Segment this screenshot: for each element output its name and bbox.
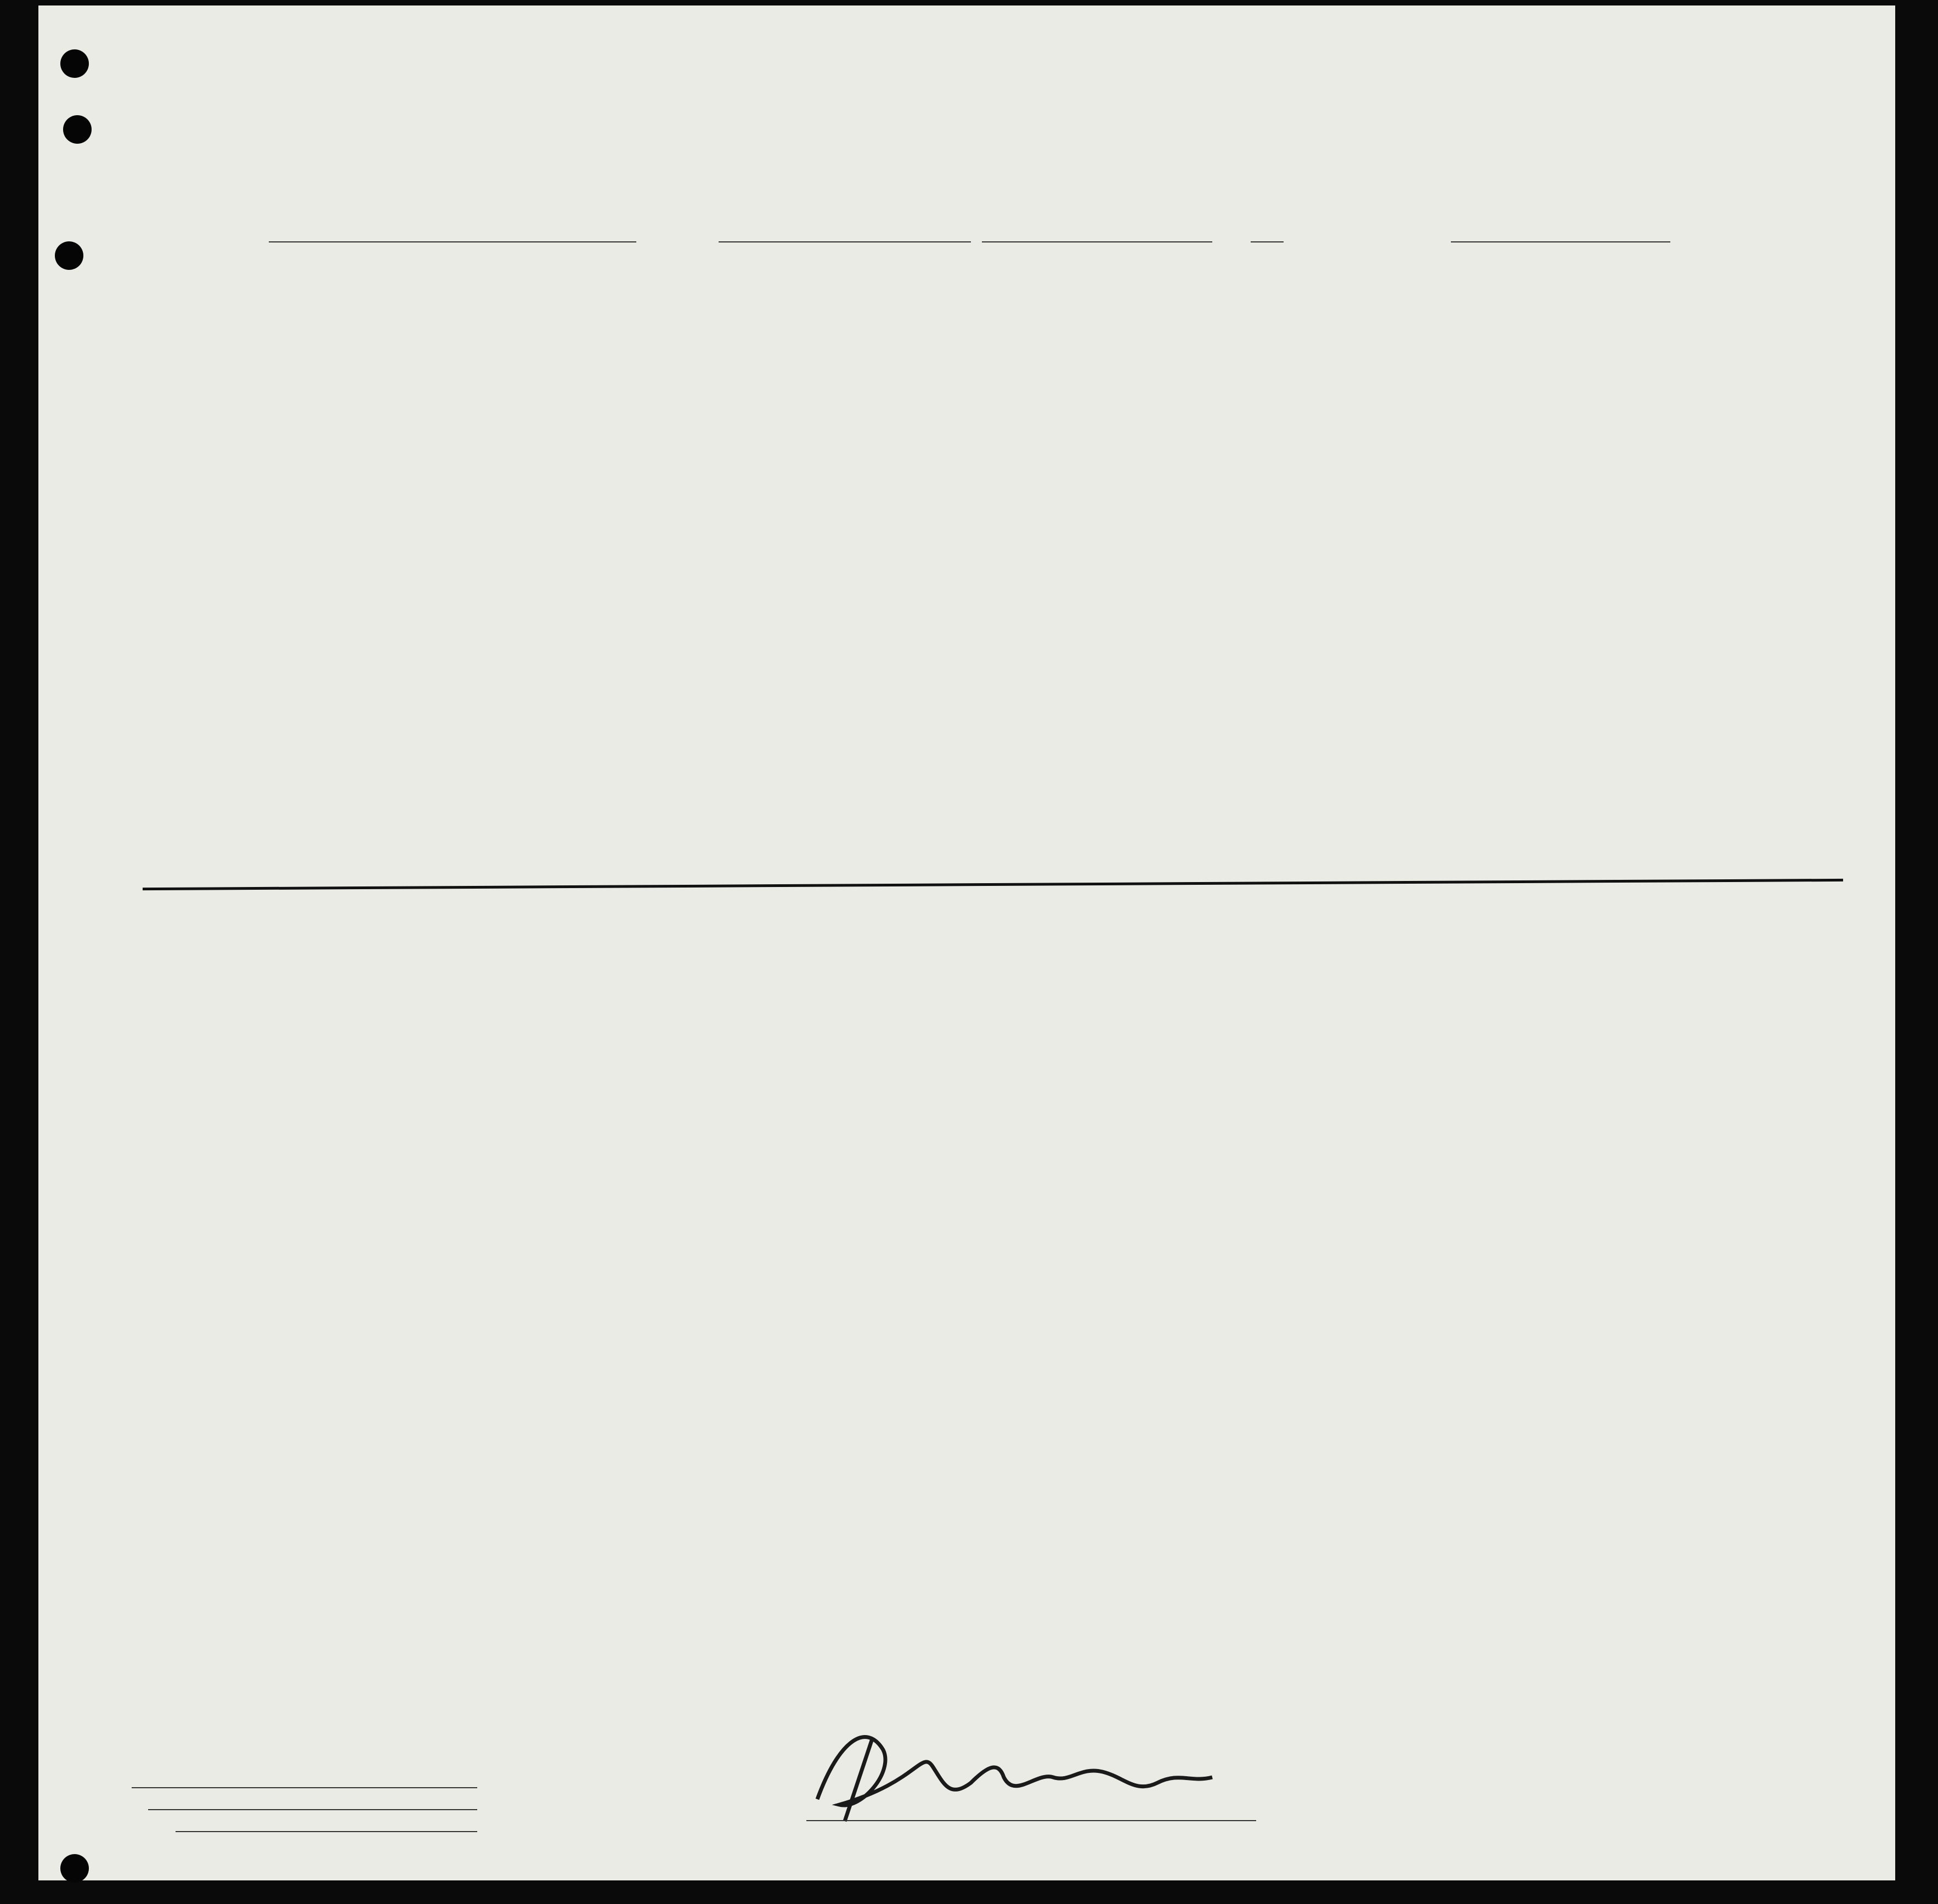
inspector-signature <box>806 1717 1223 1845</box>
manifest-sheet <box>38 5 1895 1880</box>
binder-hole <box>55 241 83 270</box>
binder-hole <box>60 1854 89 1883</box>
manifest-grid <box>38 5 1895 1880</box>
binder-hole <box>63 115 92 144</box>
binder-hole <box>60 49 89 78</box>
